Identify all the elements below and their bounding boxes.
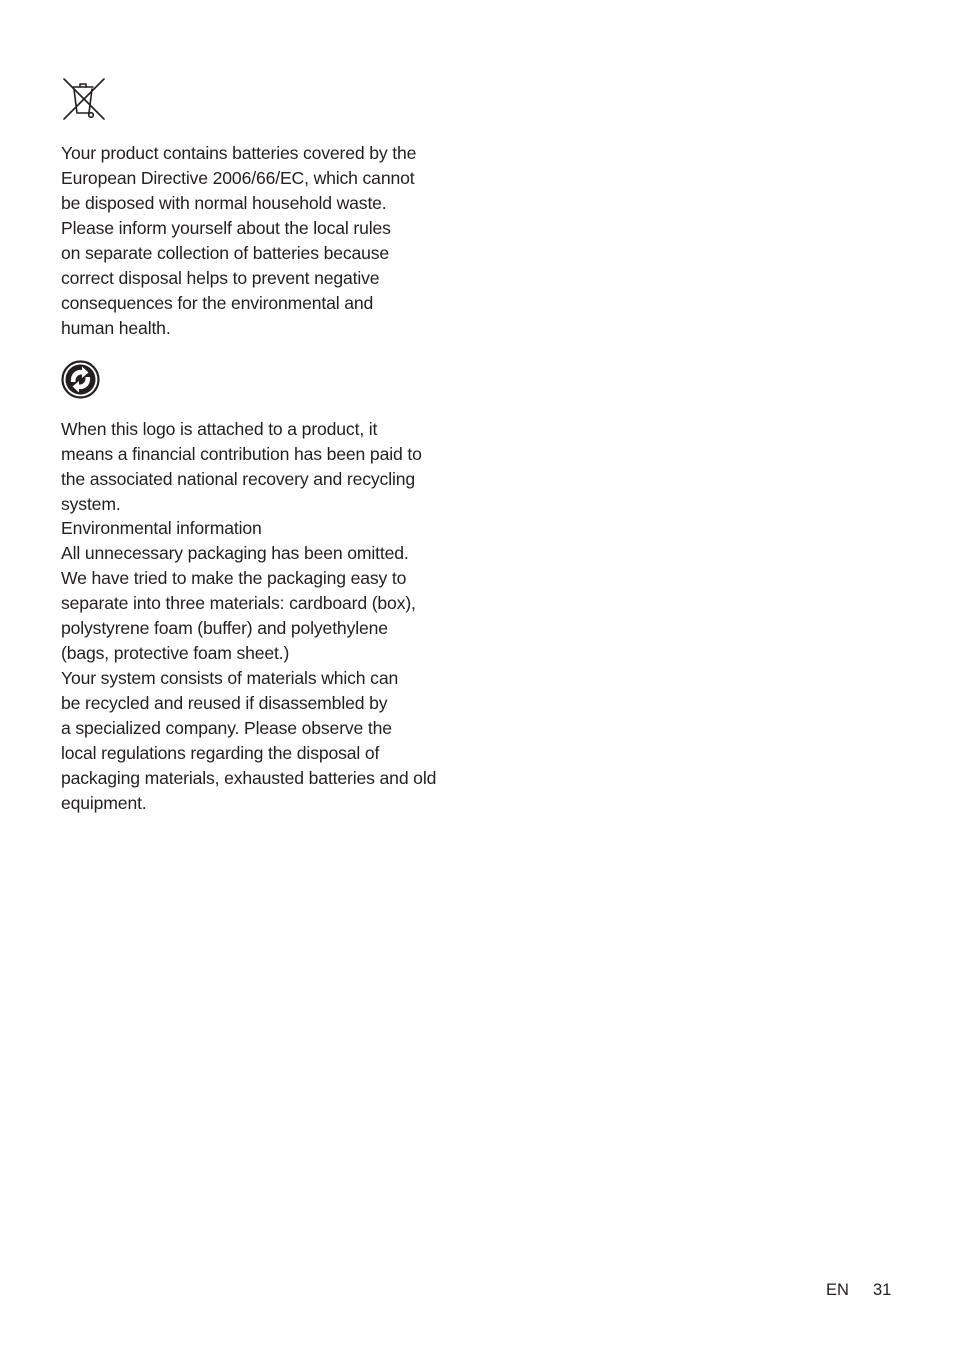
packaging-paragraph: All unnecessary packaging has been omitted. We have tried to make the packaging easy to separate into three materials: cardboard (box), polystyrene foam (buffer) and polyethylene (bags, protective foam sheet.) [61,543,416,663]
disposal-paragraph: Your system consists of materials which can be recycled and reused if disassembled by a specialized company. Please observe the local regulations regarding the disposal of packaging materials, exhausted batteries and old equipment. [61,668,437,813]
language-code: EN [826,1281,849,1299]
green-dot-icon [61,360,100,399]
environmental-information-heading: Environmental information [61,518,262,538]
battery-disposal-notice: Your product contains batteries covered by the European Directive 2006/66/EC, which cannot be disposed with normal household waste. Please inform yourself about the local rules on separate collection of batteries because correct disposal helps to prevent negative consequences for the environmental and human health. [61,143,417,338]
green-dot-notice: When this logo is attached to a product, it means a financial contribution has been paid to the associated national recovery and recycling system. [61,419,422,514]
crossed-out-bin-icon [61,76,107,122]
page-number: 31 [873,1281,892,1299]
